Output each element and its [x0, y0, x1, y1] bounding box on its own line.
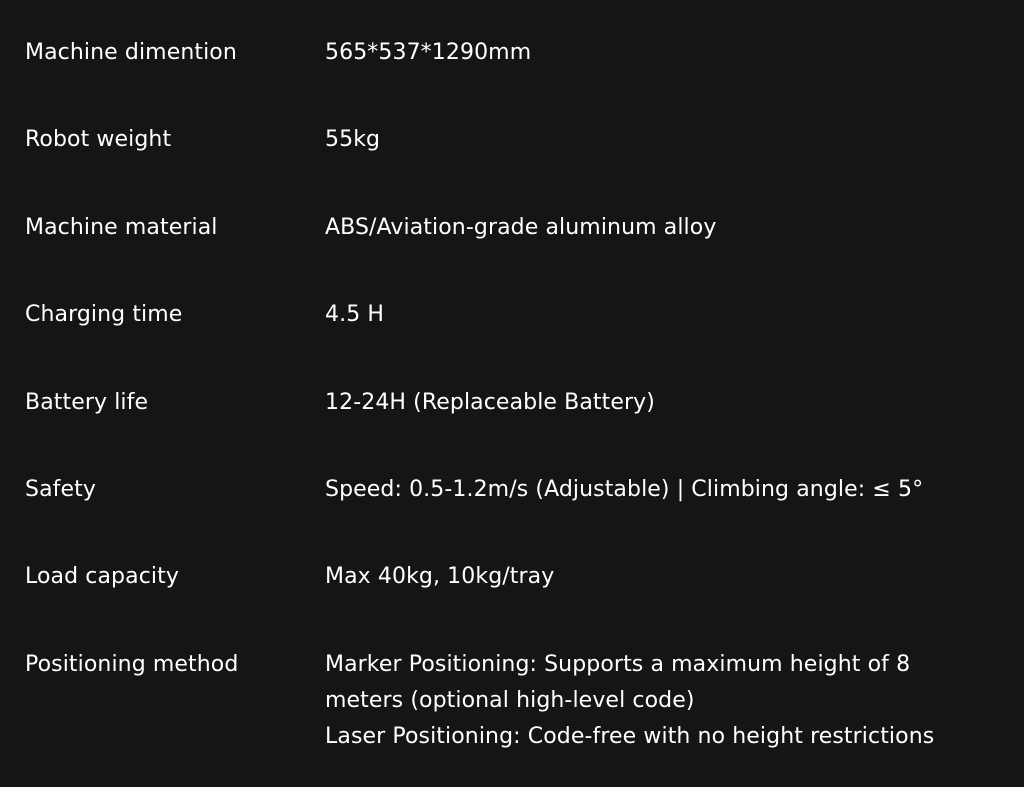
spec-label: Charging time: [25, 302, 183, 327]
spec-value-line: Speed: 0.5-1.2m/s (Adjustable) | Climbing angle: ≤ 5°: [325, 477, 924, 502]
spec-label: Machine dimention: [25, 40, 237, 65]
spec-value-line: ABS/Aviation-grade aluminum alloy: [325, 215, 717, 240]
spec-label: Battery life: [25, 390, 149, 415]
spec-value-line: Laser Positioning: Code-free with no height restrictions: [325, 724, 935, 749]
spec-value-line: 4.5 H: [325, 302, 385, 327]
spec-value-line: 55kg: [325, 127, 381, 152]
spec-value: [325, 472, 1015, 508]
spec-value-line: 565*537*1290mm: [325, 40, 532, 65]
spec-label: Machine material: [25, 215, 218, 240]
spec-label: Safety: [25, 477, 96, 502]
spec-value: [325, 647, 1015, 755]
spec-value: [325, 297, 1015, 333]
spec-label: Robot weight: [25, 127, 172, 152]
spec-label: Load capacity: [25, 564, 179, 589]
spec-value-line: meters (optional high-level code): [325, 688, 695, 713]
spec-value: [325, 385, 1015, 421]
spec-value-line: Max 40kg, 10kg/tray: [325, 564, 555, 589]
spec-label: Positioning method: [25, 652, 239, 677]
spec-value: [325, 210, 1015, 246]
spec-value: [325, 122, 1015, 158]
spec-value: [325, 559, 1015, 595]
spec-value-line: Marker Positioning: Supports a maximum height of 8: [325, 652, 911, 677]
spec-value: [325, 35, 1015, 71]
spec-value-line: 12-24H (Replaceable Battery): [325, 390, 655, 415]
